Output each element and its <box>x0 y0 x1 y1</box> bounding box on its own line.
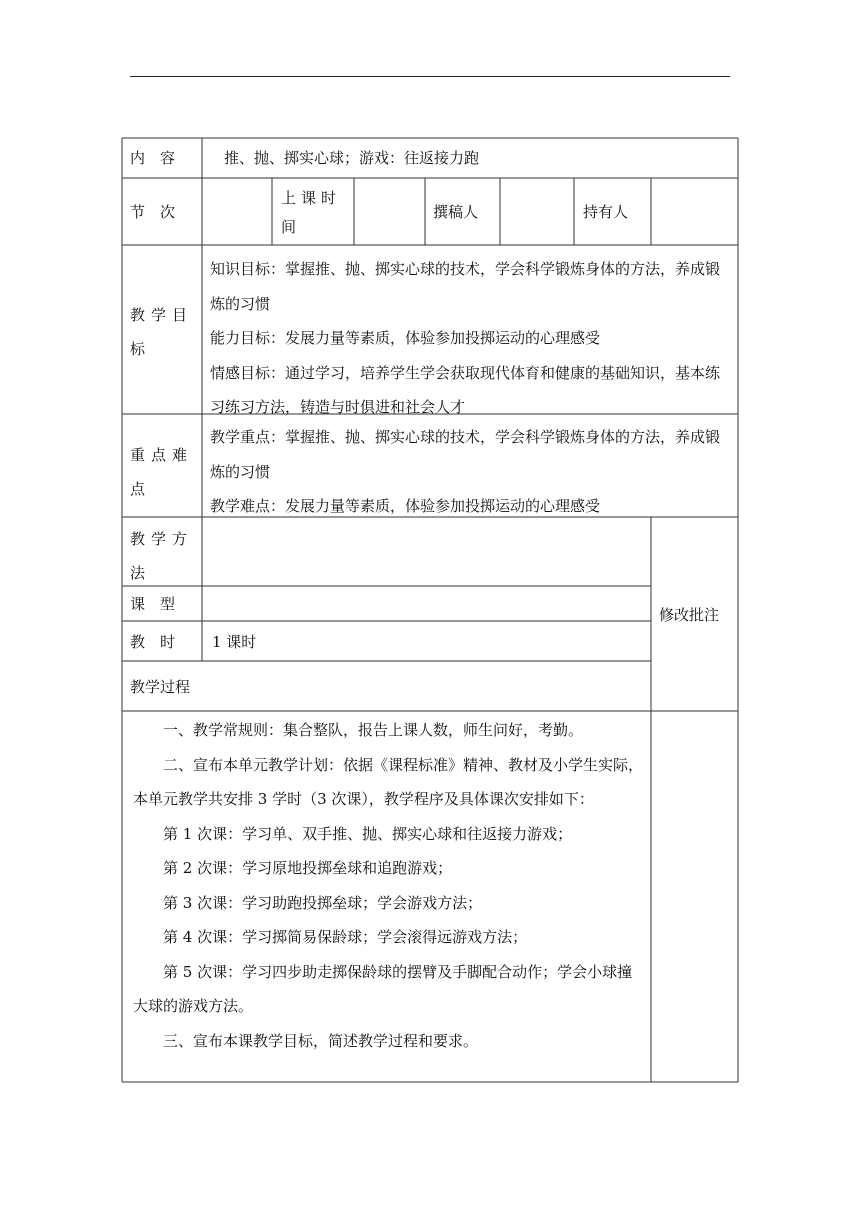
process-paragraph: 第 1 次课：学习单、双手推、抛、掷实心球和往返接力游戏； <box>163 824 573 843</box>
process-paragraph: 第 2 次课：学习原地投掷垒球和追跑游戏； <box>163 859 453 877</box>
key-points-block <box>210 420 734 524</box>
objectives-block <box>210 252 734 425</box>
process-paragraph: 三、宣布本课教学目标，简述教学过程和要求。 <box>163 1031 479 1050</box>
process-label: 教学过程 <box>130 678 191 696</box>
process-paragraph: 第 5 次课：学习四步助走掷保龄球的摆臂及手脚配合动作；学会小球撞大球的游戏方法。 <box>133 962 633 1015</box>
method-label: 教学方法 <box>130 530 194 582</box>
review-label: 修改批注 <box>659 606 720 624</box>
hours-label: 教 时 <box>130 633 176 651</box>
process-paragraph: 一、教学常规则：集合整队，报告上课人数，师生问好，考勤。 <box>163 721 584 739</box>
key-points-label: 重点难点 <box>130 446 194 498</box>
process-paragraph: 二、宣布本单元教学计划：依据《课程标准》精神、教材及小学生实际，本单元教学共安排 3 学时（3 次课），教学程序及具体课次安排如下： <box>133 755 644 808</box>
holder-label: 持有人 <box>583 203 629 221</box>
ability-objective: 能力目标：发展力量等素质，体验参加投掷运动的心理感受 <box>210 329 601 347</box>
knowledge-objective: 知识目标：掌握推、抛、掷实心球的技术，学会科学锻炼身体的方法，养成锻炼的习惯 <box>210 260 721 313</box>
hours-value: 1 课时 <box>212 633 257 651</box>
process-paragraph: 第 4 次课：学习掷简易保龄球；学会滚得远游戏方法； <box>163 928 528 946</box>
teaching-focus: 教学重点：掌握推、抛、掷实心球的技术，学会科学锻炼身体的方法，养成锻炼的习惯 <box>210 428 721 481</box>
content-value: 推、抛、掷实心球；游戏：往返接力跑 <box>224 149 480 167</box>
class-time-label: 上课时间 <box>281 189 342 236</box>
objectives-label: 教学目标 <box>130 306 194 358</box>
emotion-objective: 情感目标：通过学习，培养学生学会获取现代体育和健康的基础知识，基本练习练习方法，铸造与时俱进和社会人才 <box>210 363 721 416</box>
session-label: 节 次 <box>130 203 176 221</box>
header-rule <box>130 76 730 77</box>
author-label: 撰稿人 <box>433 203 479 221</box>
content-label: 内 容 <box>130 149 176 167</box>
process-content <box>133 713 647 1058</box>
teaching-difficulty: 教学难点：发展力量等素质，体验参加投掷运动的心理感受 <box>210 497 601 515</box>
process-paragraph: 第 3 次课：学习助跑投掷垒球；学会游戏方法； <box>163 893 483 912</box>
type-label: 课 型 <box>130 595 176 613</box>
